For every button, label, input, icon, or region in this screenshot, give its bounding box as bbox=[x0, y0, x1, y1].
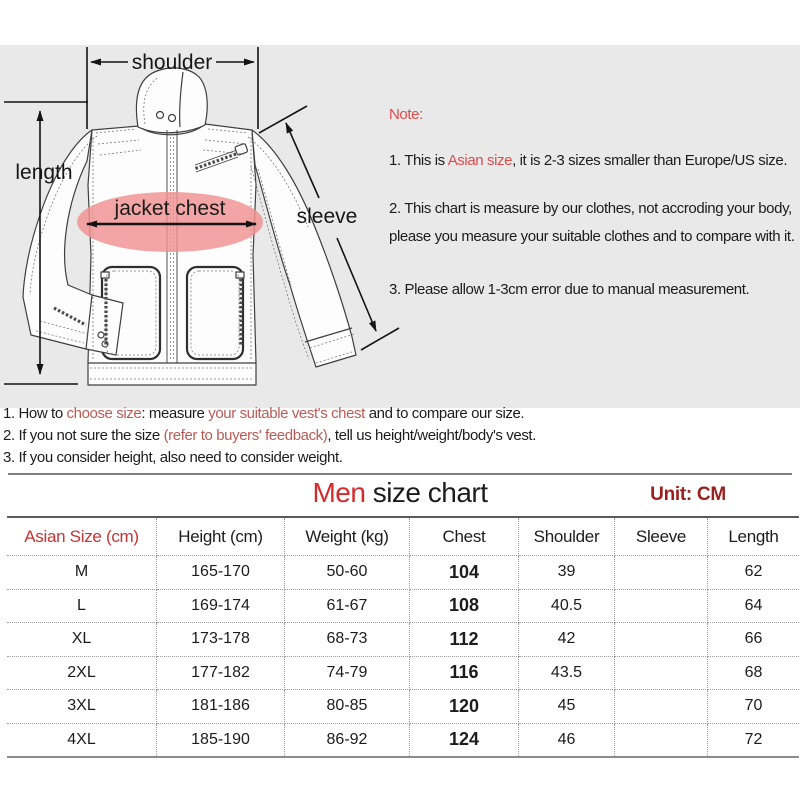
cell-xl-chest: 112 bbox=[410, 623, 519, 657]
cell-2xl-sleeve bbox=[615, 656, 708, 690]
column-header-sleeve: Sleeve bbox=[615, 517, 708, 556]
tip-1-text-end: and to compare our size. bbox=[364, 405, 525, 422]
size-chart-title-row bbox=[0, 475, 800, 516]
size-row-3xl bbox=[7, 690, 799, 724]
tip-3: 3. If you consider height, also need to consider weight. bbox=[3, 449, 343, 466]
note-item-1-text-end: , it is 2-3 sizes smaller than Europe/US size. bbox=[512, 152, 788, 169]
size-row-4xl bbox=[7, 723, 799, 757]
note-item-1 bbox=[389, 152, 799, 169]
cell-xl-shoulder: 42 bbox=[519, 623, 615, 657]
cell-4xl-asian-size-cm: 4XL bbox=[7, 723, 157, 757]
tip-1-highlight-2: your suitable vest's chest bbox=[208, 405, 365, 422]
tip-2-text-end: , tell us height/weight/body's vest. bbox=[327, 427, 536, 444]
cell-3xl-sleeve bbox=[615, 690, 708, 724]
cell-2xl-chest: 116 bbox=[410, 656, 519, 690]
size-table bbox=[7, 516, 799, 758]
cell-m-chest: 104 bbox=[410, 556, 519, 590]
length-label: length bbox=[15, 161, 73, 184]
column-header-chest: Chest bbox=[410, 517, 519, 556]
cell-2xl-weight-kg: 74-79 bbox=[285, 656, 410, 690]
size-row-2xl bbox=[7, 656, 799, 690]
cell-3xl-chest: 120 bbox=[410, 690, 519, 724]
size-chart-section bbox=[0, 473, 800, 758]
tip-2-highlight: (refer to buyers' feedback) bbox=[163, 427, 328, 444]
cell-2xl-shoulder: 43.5 bbox=[519, 656, 615, 690]
shoulder-label: shoulder bbox=[131, 51, 213, 74]
size-row-l bbox=[7, 589, 799, 623]
size-chart-title-accent: Men bbox=[312, 477, 366, 508]
note-item-1-text: 1. This is bbox=[389, 152, 448, 169]
note-item-2-line-1: 2. This chart is measure by our clothes, not accroding your body, bbox=[389, 200, 792, 217]
note-item-3: 3. Please allow 1-3cm error due to manual measurement. bbox=[389, 281, 750, 298]
note-heading: Note: bbox=[389, 106, 423, 123]
cell-m-asian-size-cm: M bbox=[7, 556, 157, 590]
cell-3xl-height-cm: 181-186 bbox=[157, 690, 285, 724]
cell-l-height-cm: 169-174 bbox=[157, 589, 285, 623]
cell-4xl-weight-kg: 86-92 bbox=[285, 723, 410, 757]
cell-2xl-height-cm: 177-182 bbox=[157, 656, 285, 690]
size-table-body bbox=[7, 556, 799, 758]
column-header-length: Length bbox=[708, 517, 800, 556]
size-table-header-row bbox=[7, 517, 799, 556]
cell-xl-weight-kg: 68-73 bbox=[285, 623, 410, 657]
cell-xl-sleeve bbox=[615, 623, 708, 657]
column-header-weight-kg: Weight (kg) bbox=[285, 517, 410, 556]
tip-2 bbox=[3, 425, 536, 447]
cell-l-sleeve bbox=[615, 589, 708, 623]
tips-block bbox=[3, 403, 536, 469]
cell-xl-height-cm: 173-178 bbox=[157, 623, 285, 657]
cell-4xl-shoulder: 46 bbox=[519, 723, 615, 757]
jacket-measurement-diagram bbox=[0, 45, 400, 408]
cell-m-sleeve bbox=[615, 556, 708, 590]
cell-3xl-shoulder: 45 bbox=[519, 690, 615, 724]
unit-label: Unit: CM bbox=[650, 484, 726, 505]
note-item-2-line-2: please you measure your suitable clothes and to compare with it. bbox=[389, 228, 795, 245]
size-row-xl bbox=[7, 623, 799, 657]
cell-4xl-height-cm: 185-190 bbox=[157, 723, 285, 757]
cell-m-weight-kg: 50-60 bbox=[285, 556, 410, 590]
column-header-shoulder: Shoulder bbox=[519, 517, 615, 556]
cell-m-height-cm: 165-170 bbox=[157, 556, 285, 590]
cell-l-length: 64 bbox=[708, 589, 800, 623]
cell-l-weight-kg: 61-67 bbox=[285, 589, 410, 623]
cell-4xl-sleeve bbox=[615, 723, 708, 757]
cell-4xl-length: 72 bbox=[744, 730, 763, 748]
size-row-m bbox=[7, 556, 799, 590]
cell-xl-length: 66 bbox=[708, 623, 800, 657]
size-chart-title-rest: size chart bbox=[365, 477, 488, 508]
cell-2xl-length: 68 bbox=[708, 656, 800, 690]
cell-l-chest: 108 bbox=[410, 589, 519, 623]
cell-3xl-asian-size-cm: 3XL bbox=[7, 690, 157, 724]
column-header-asian-size-cm: Asian Size (cm) bbox=[7, 517, 157, 556]
diagram-panel bbox=[0, 45, 800, 408]
tip-2-text: 2. If you not sure the size bbox=[3, 427, 164, 444]
column-header-height-cm: Height (cm) bbox=[157, 517, 285, 556]
cell-l-shoulder: 40.5 bbox=[519, 589, 615, 623]
tip-1-highlight-1: choose size bbox=[66, 405, 142, 422]
cell-m-length: 62 bbox=[708, 556, 800, 590]
jacket-chest-label: jacket chest bbox=[114, 197, 226, 220]
note-item-1-highlight: Asian size bbox=[447, 152, 513, 169]
note-item-2 bbox=[389, 195, 799, 251]
cell-m-shoulder: 39 bbox=[519, 556, 615, 590]
cell-3xl-length: 70 bbox=[708, 690, 800, 724]
cell-2xl-asian-size-cm: 2XL bbox=[7, 656, 157, 690]
tip-1 bbox=[3, 403, 536, 425]
cell-xl-asian-size-cm: XL bbox=[7, 623, 157, 657]
cell-l-asian-size-cm: L bbox=[7, 589, 157, 623]
tip-1-text: 1. How to bbox=[3, 405, 67, 422]
tip-1-text-mid: : measure bbox=[141, 405, 209, 422]
sleeve-label: sleeve bbox=[296, 205, 358, 228]
cell-4xl-chest: 124 bbox=[410, 723, 519, 757]
note-block bbox=[389, 106, 799, 298]
cell-3xl-weight-kg: 80-85 bbox=[285, 690, 410, 724]
